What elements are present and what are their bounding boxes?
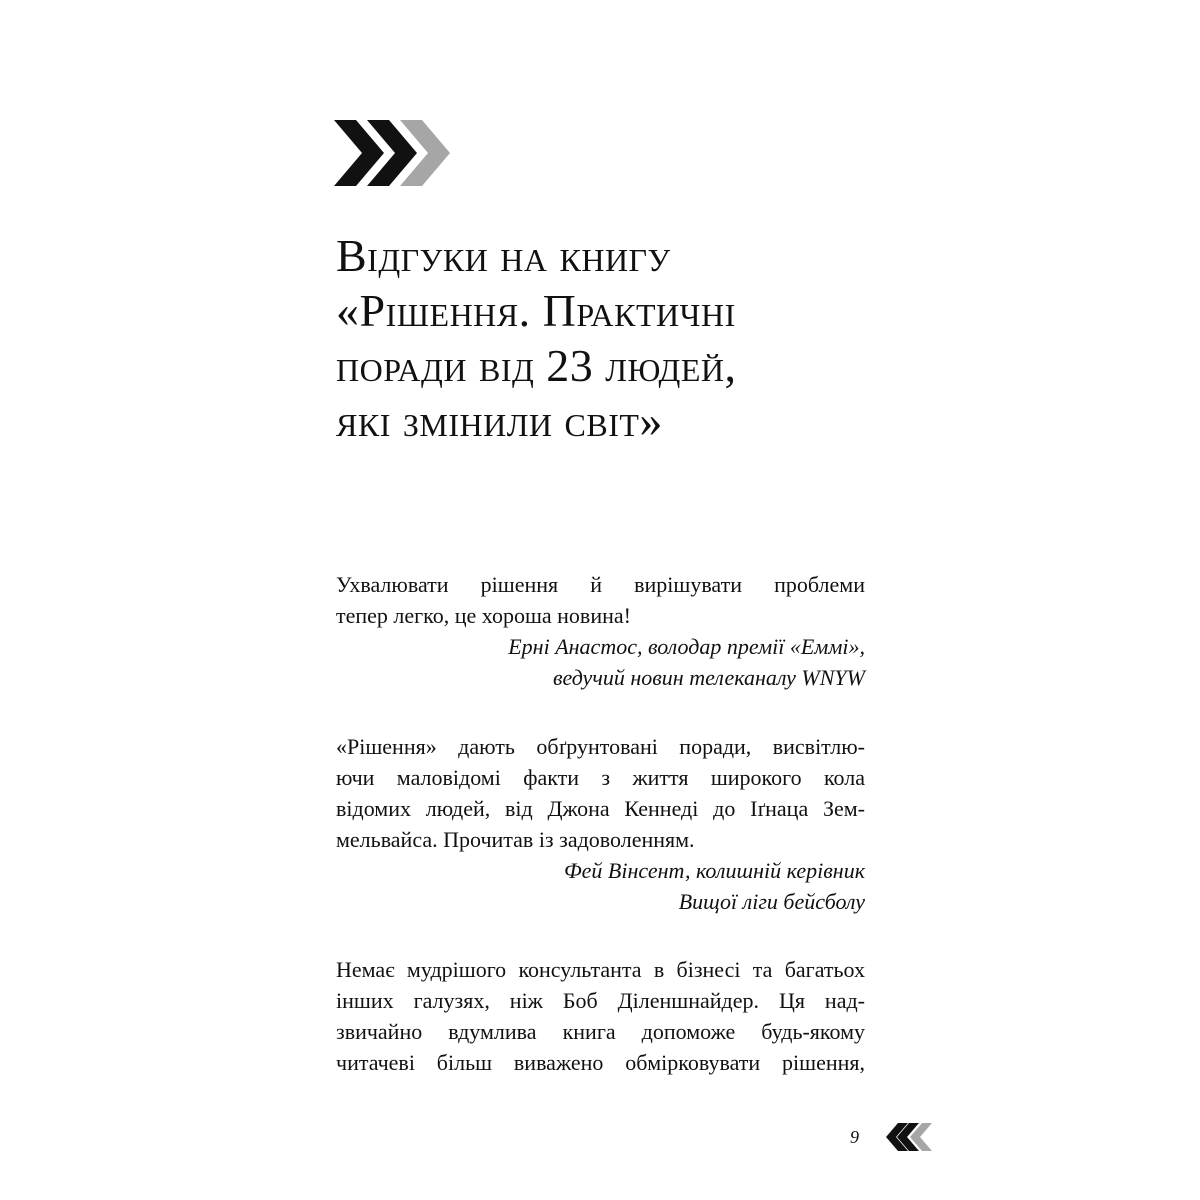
- quote-author: ведучий новин телеканалу WNYW: [552, 665, 865, 690]
- page-number: 9: [850, 1127, 859, 1147]
- quote-line: відомих людей, від Джона Кеннеді до Іґнаца Зем-: [336, 796, 865, 821]
- review-quote: [336, 569, 865, 693]
- quote-line: Немає мудрішого консультанта в бізнесі та багатьох: [336, 957, 865, 982]
- title-line: поради від 23 людей,: [336, 340, 737, 391]
- forward-chevrons-icon: [334, 118, 450, 188]
- quote-line: звичайно вдумлива книга допоможе будь-якому: [336, 1019, 865, 1044]
- quote-line: «Рішення» дають обґрунтовані поради, висвітлю-: [336, 734, 865, 759]
- quote-line: інших галузях, ніж Боб Діленшнайдер. Ця над-: [336, 988, 865, 1013]
- back-chevrons-icon: [886, 1122, 932, 1152]
- quote-line: мельвайса. Прочитав із задоволенням.: [336, 827, 695, 852]
- title-line: які змінили світ»: [336, 395, 663, 446]
- quote-author: Ерні Анастос, володар премії «Еммі»,: [508, 634, 865, 659]
- quote-author: Фей Вінсент, колишній керівник: [563, 858, 865, 883]
- page-title: [336, 228, 896, 448]
- title-line: Відгуки на книгу: [336, 230, 671, 281]
- quote-line: читачеві більш виважено обмірковувати рішення,: [336, 1050, 865, 1075]
- quote-line: Ухвалювати рішення й вирішувати проблеми: [336, 572, 865, 597]
- review-quote: [336, 731, 865, 917]
- quote-author: Вищої ліги бейсболу: [678, 889, 865, 914]
- quote-line: ючи маловідомі факти з життя широкого кола: [336, 765, 865, 790]
- quote-line: тепер легко, це хороша новина!: [336, 603, 631, 628]
- review-quote: [336, 954, 865, 1078]
- title-line: «Рішення. Практичні: [336, 285, 736, 336]
